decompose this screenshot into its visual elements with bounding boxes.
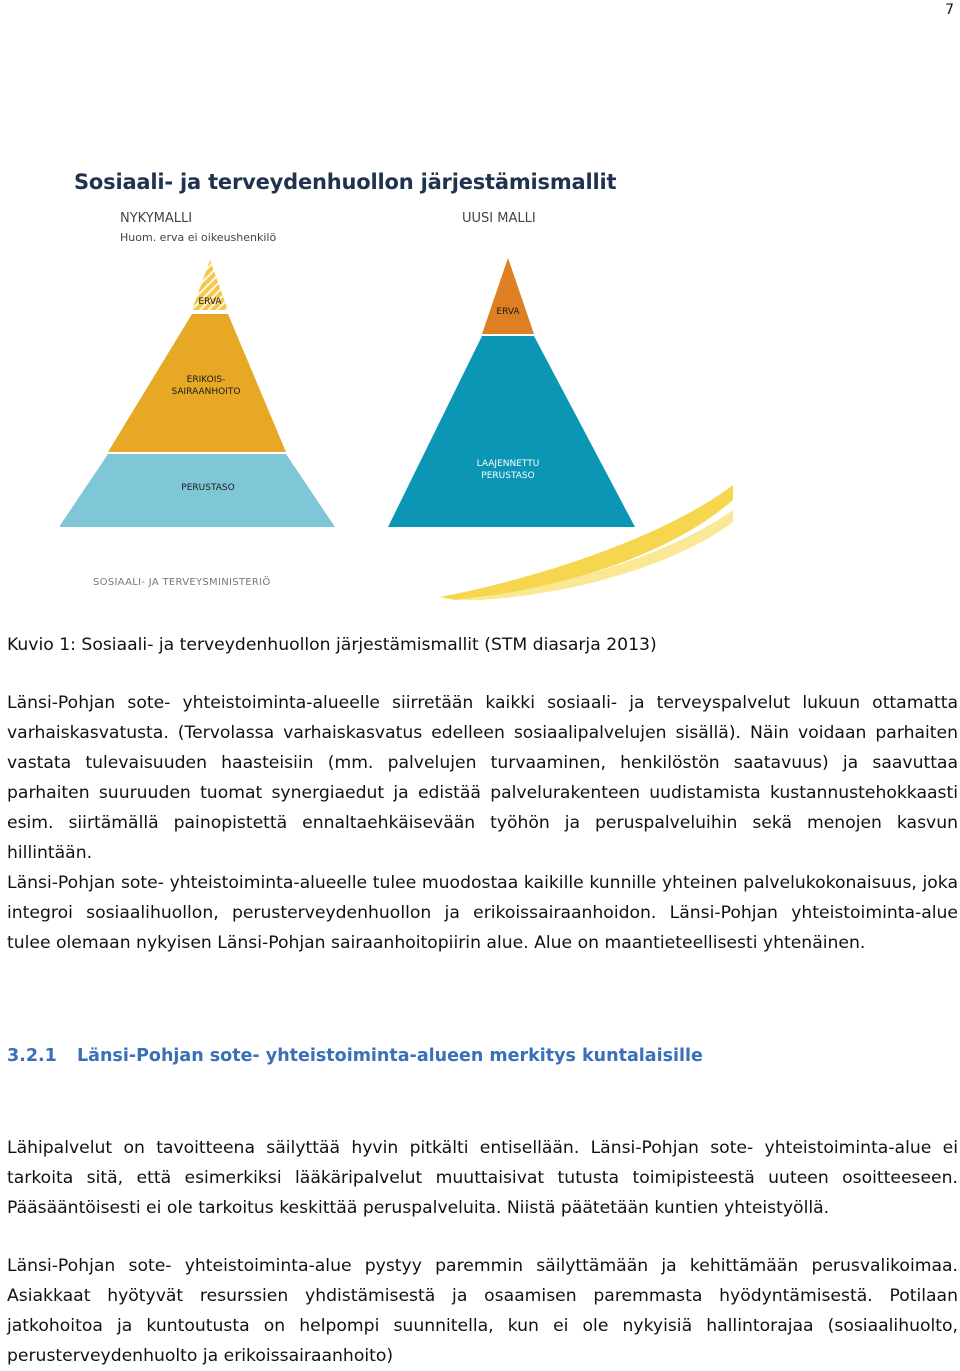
pyramids-graphic [60, 160, 750, 600]
laajennettu-perustaso-layer [388, 336, 635, 527]
erva-label-left: ERVA [198, 297, 222, 307]
ministry-logo-text: SOSIAALI- JA TERVEYSMINISTERIÖ [93, 577, 271, 588]
current-model-title: NYKYMALLI [120, 211, 193, 226]
erva-layer-right [482, 258, 534, 334]
perustaso-label-left: PERUSTASO [181, 483, 235, 493]
section-title: Länsi-Pohjan sote- yhteistoiminta-alueen merkitys kuntalaisille [77, 1046, 703, 1066]
current-model-note: Huom. erva ei oikeushenkilö [120, 231, 277, 244]
laajennettu-label-line1: LAAJENNETTU [476, 459, 540, 469]
organization-models-figure [60, 160, 750, 600]
paragraph-4: Länsi-Pohjan sote- yhteistoiminta-alue pystyy paremmin säilyttämään ja kehittämään perusvalikoimaa. Asiakkaat hyötyvät resurssien yhdistämisestä ja osaamisen paremmasta hyödyntämisestä. Potilaan jatkohoitoa ja kuntoutusta on helpompi suunnitella, kun ei ole nykyisiä hallintorajaa (sosiaalihuolto, perusterveydenhuolto ja erikoissairaanhoito) [7, 1256, 958, 1366]
section-heading [7, 1046, 703, 1066]
figure-title: Sosiaali- ja terveydenhuollon järjestämismallit [74, 170, 617, 194]
paragraph-1: Länsi-Pohjan sote- yhteistoiminta-alueelle siirretään kaikki sosiaali- ja terveyspalvelut lukuun ottamatta varhaiskasvatusta. (Tervolassa varhaiskasvatus edelleen sosiaalipalvelujen sisällä). Näin voidaan parhaiten vastata tulevaisuuden haasteisiin (mm. palvelujen turvaaminen, henkilöstön saatavuus) ja saavuttaa parhaiten suuruuden tuomat synergiaedut ja edistää palvelurakenteen uudistamista kustannustehokkaasti esim. siirtämällä painopistettä ennaltaehkäisevään työhön ja peruspalveluihin sekä menojen kasvun hillintään. [7, 693, 958, 863]
erikois-label-line2: SAIRAANHOITO [171, 387, 241, 397]
laajennettu-label-line2: PERUSTASO [481, 471, 535, 481]
section-number: 3.2.1 [7, 1046, 57, 1066]
erikois-label-line1: ERIKOIS- [186, 375, 226, 385]
figure-caption: Kuvio 1: Sosiaali- ja terveydenhuollon järjestämismallit (STM diasarja 2013) [7, 635, 657, 655]
erva-label-right: ERVA [496, 307, 520, 317]
paragraph-2: Länsi-Pohjan sote- yhteistoiminta-alueelle tulee muodostaa kaikille kunnille yhteinen palvelukokonaisuus, joka integroi sosiaalihuollon, perusterveydenhuollon ja erikoissairaanhoidon. Länsi-Pohjan yhteistoiminta-alue tulee olemaan nykyisen Länsi-Pohjan sairaanhoitopiirin alue. Alue on maantieteellisesti yhtenäinen. [7, 873, 958, 953]
paragraph-3: Lähipalvelut on tavoitteena säilyttää hyvin pitkälti entisellään. Länsi-Pohjan sote- yhteistoiminta-alue ei tarkoita sitä, että esimerkiksi lääkäripalvelut muuttaisivat tutusta toimipisteestä uuteen osoitteeseen. Pääsääntöisesti ei ole tarkoitus keskittää peruspalveluita. Niistä päätetään kuntien yhteistyöllä. [7, 1138, 958, 1218]
new-model-title: UUSI MALLI [462, 211, 536, 226]
page-number: 7 [945, 2, 954, 18]
